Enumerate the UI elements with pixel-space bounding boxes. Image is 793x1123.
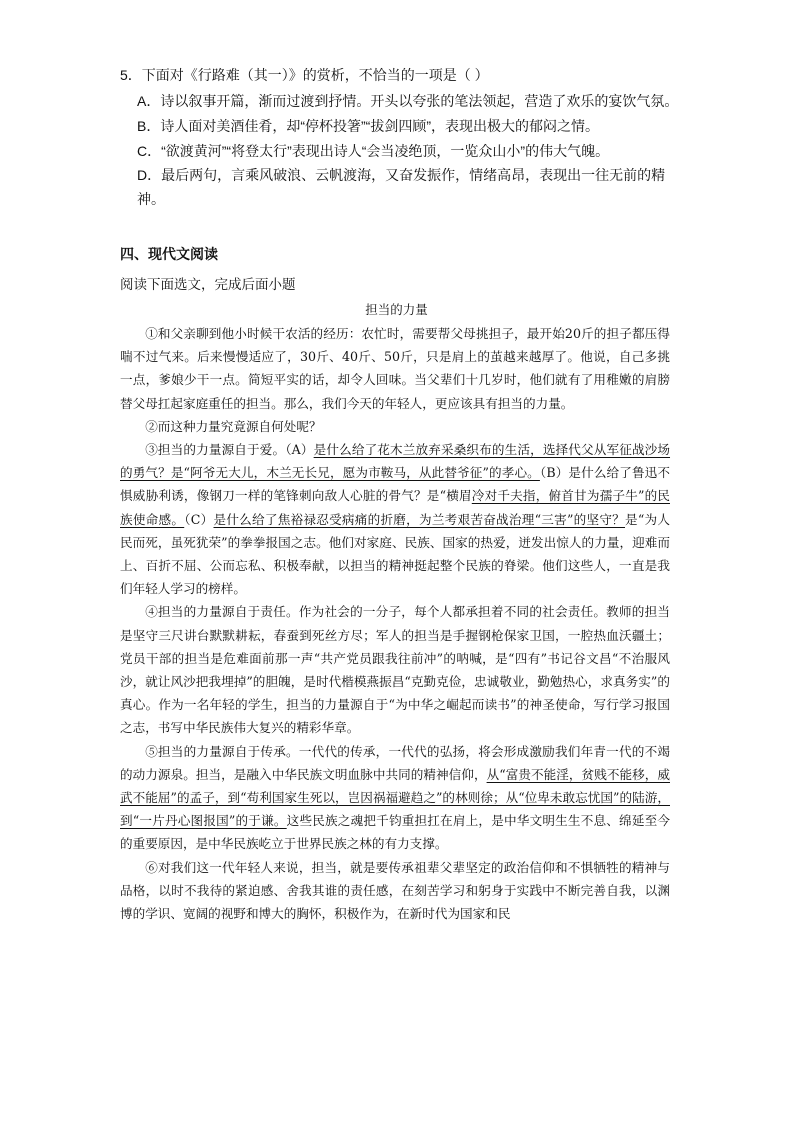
reading-instruction: 阅读下面选文，完成后面小题 [120,277,296,292]
option-a: A．诗以叙事开篇，渐而过渡到抒情。开头以夸张的笔法领起，营造了欢乐的宴饮气氛。 [137,93,679,109]
paragraph-5-text: ⑤担当的力量源自于传承。一代代的传承，一代代的弘扬，将会形成激励我们年青一代的不竭的动力源泉。担当，是融入中华民族文明血脉中共同的精神信仰， [120,743,670,782]
underlined-sentence-b: 冷对千夫指，俯首甘为孺子牛”的民族使命感。 [120,488,670,527]
underlined-sentence-examples: 从“富贵不能淫，贫贱不能移，威武不能屈”的孟子，到“苟利国家生死以，岂因祸福避趋之”的林则徐；从“位卑未敢忘忧国”的陆游，到“一片丹心图报国”的于谦。 [120,766,670,829]
paragraph-3-text: （C） [184,511,214,527]
paragraph-2: ②而这种力量究竟源自何处呢？ [145,418,322,434]
paragraph-3 [120,438,670,600]
question-5-stem: 5．下面对《行路难（其一）》的赏析，不恰当的一项是（ ） [120,67,489,83]
paragraph-6: ⑥对我们这一代年轻人来说，担当，就是要传承祖辈父辈坚定的政治信仰和不惧牺牲的精神与品格，以时不我待的紧迫感、舍我其谁的责任感，在刻苦学习和躬身于实践中不断完善自我，以渊博的学识、宽阔的视野和博大的胸怀，积极作为，在新时代为国家和民 [120,859,670,922]
underlined-sentence-c: 是什么给了焦裕禄忍受病痛的折磨，为兰考艰苦奋战治理“三害”的坚守？ [213,511,626,527]
paragraph-1: ①和父亲聊到他小时候干农活的经历：农忙时，需要帮父母挑担子，最开始20斤的担子都压得喘不过气来。后来慢慢适应了，30斤、40斤、50斤，只是肩上的茧越来越厚了。他说，自己多挑一点，爹娘少干一点。简短平实的话，却令人回味。当父辈们十几岁时，他们就有了用稚嫩的肩膀替父母扛起家庭重任的担当。那么，我们今天的年轻人，更应该具有担当的力量。 [120,326,670,411]
article-title: 担当的力量 [365,302,428,317]
paragraph-3-text: （B）是什么给了鲁迅不惧威胁利诱，像钢刀一样的笔锋刺向敌人心脏的骨气？是“横眉 [120,465,670,504]
option-c: C．“欲渡黄河”“将登太行”表现出诗人“会当凌绝顶，一览众山小”的伟大气魄。 [137,143,610,159]
paragraph-3-text: ③担当的力量源自于爱。（A） [145,442,314,458]
option-d: D．最后两句，言乘风破浪、云帆渡海，又奋发振作，情绪高昂，表现出一往无前的精 [137,167,666,183]
article-body [120,322,670,925]
paragraph-5 [120,740,670,856]
option-b: B．诗人面对美酒佳肴，却“停杯投箸”“拔剑四顾”，表现出极大的郁闷之情。 [137,118,599,134]
section-title: 四、现代文阅读 [120,246,218,262]
paragraph-3-text: 是“为人民而死，虽死犹荣”的拳拳报国之志。他们对家庭、民族、国家的热爱，迸发出惊人的力量，迎难而上、百折不屈、公而忘私、积极奉献，以担当的精神挺起整个民族的脊梁。他们这些人，一直是我们年轻人学习的榜样。 [120,511,670,597]
underlined-sentence-a: 是什么给了花木兰放弃采桑织布的生活，选择代父从军征战沙场的勇气？是“阿爷无大儿，木兰无长兄，愿为市鞍马，从此替爷征”的孝心。 [120,442,671,481]
option-d-continuation: 神。 [137,191,165,207]
paragraph-4: ④担当的力量源自于责任。作为社会的一分子，每个人都承担着不同的社会责任。教师的担当是坚守三尺讲台默默耕耘，春蚕到死丝方尽；军人的担当是手握钢枪保家卫国，一腔热血沃疆土；党员干部的担当是危难面前那一声“共产党员跟我往前冲”的呐喊，是“四有”书记谷文昌“不治服风沙，就让风沙把我埋掉”的胆魄，是时代楷模燕振昌“克勤克俭，忠诚敬业，勤勉热心，求真务实”的真心。作为一名年轻的学生，担当的力量源自于“为中华之崛起而读书”的神圣使命，写行学习报国之志，书写中华民族伟大复兴的精彩华章。 [120,604,670,736]
paragraph-5-text: 这些民族之魂把千钧重担扛在肩上，是中华文明生生不息、绵延至今的重要原因，是中华民族屹立于世界民族之林的有力支撑。 [120,813,670,852]
